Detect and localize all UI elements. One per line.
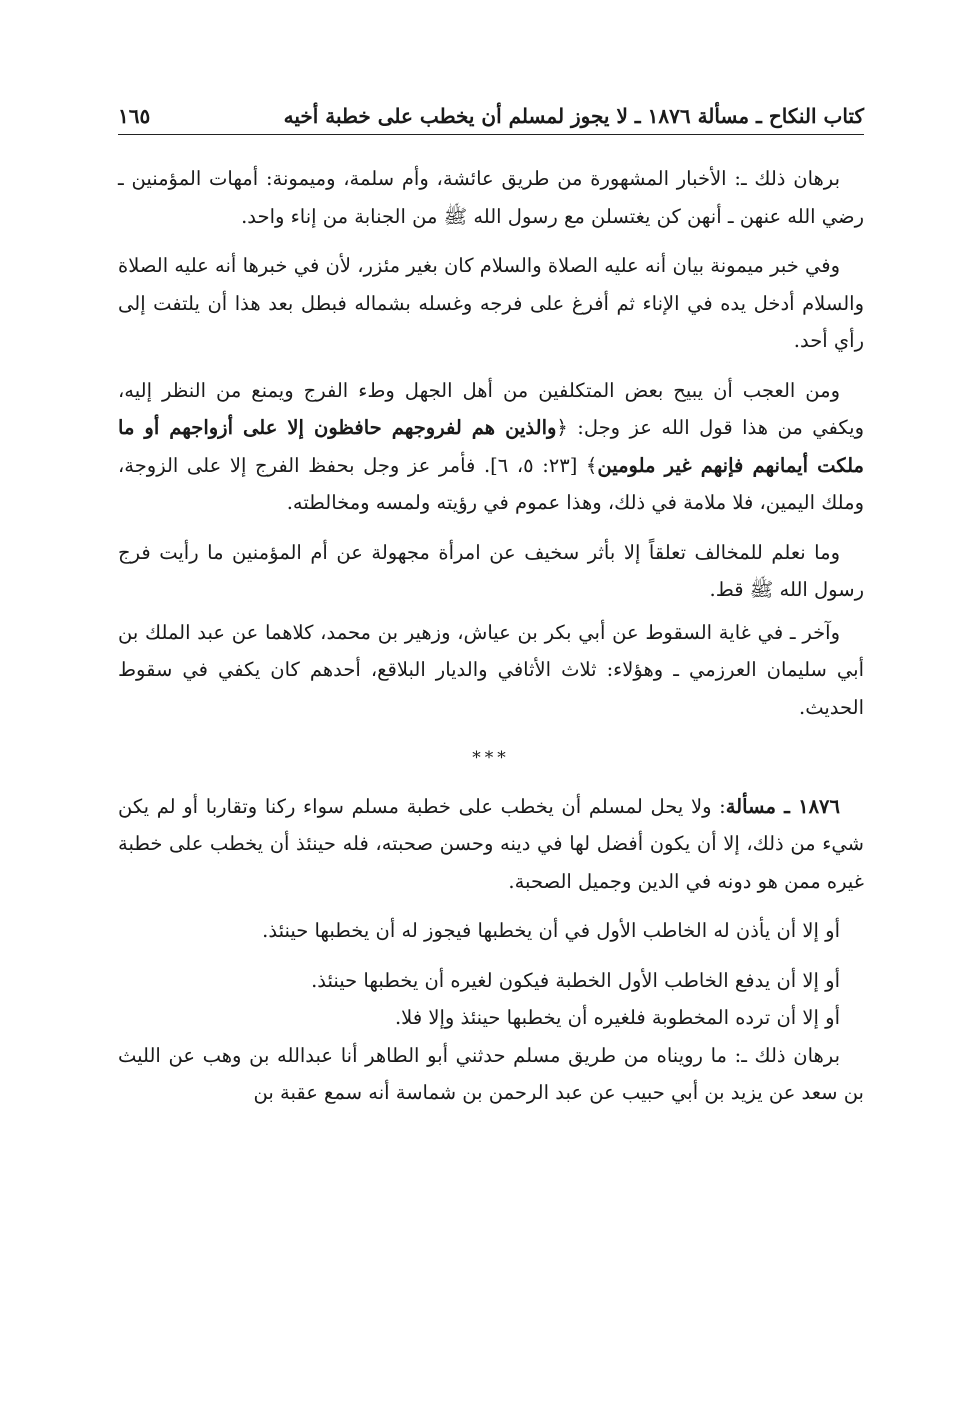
running-header [118, 84, 864, 128]
page-body [118, 160, 864, 1112]
issue-number: ١٨٧٦ ـ مسألة [725, 794, 840, 818]
paragraph-exception-permission: أو إلا أن يأذن له الخاطب الأول في أن يخطبها فيجوز له أن يخطبها حينئذ. [262, 919, 840, 942]
paragraph-proof: برهان ذلك ـ: الأخبار المشهورة من طريق عائشة، وأم سلمة، وميمونة: أمهات المؤمنين ـ رضي الله عنهن ـ أنهن كن يغتسلن مع رسول الله ﷺ من الجنابة من إناء واحد. [118, 167, 864, 228]
paragraph-proof-hadith: برهان ذلك ـ: ما رويناه من طريق مسلم حدثني أبو الطاهر أنا عبدالله بن وهب عن الليث بن سعد عن يزيد بن أبي حبيب عن عبد الرحمن بن شماسة أنه سمع عقبة بن [118, 1043, 864, 1104]
paragraph-issue [118, 788, 864, 901]
paragraph-text: ومن العجب أن يبيح بعض المتكلفين من أهل الجهل وطء الفرج ويمنع من النظر إليه، ويكفي من هذا قول الله عز وجل: ﴿ [118, 378, 864, 439]
paragraph-exception-rejection: أو إلا أن ترده المخطوبة فلغيره أن يخطبها حينئذ وإلا فلا. [394, 1006, 840, 1029]
paragraph-text: ﴾ [٢٣: ٥، ٦]. فأمر عز وجل بحفظ الفرج إلا على الزوجة، وملك اليمين، فلا ملامة في ذلك، وهذا عموم في رؤيته ولمسه ومخالطته. [118, 453, 864, 514]
section-separator: *** [472, 748, 510, 768]
page-number: ١٦٥ [118, 104, 151, 128]
header-title: كتاب النكاح ـ مسألة ١٨٧٦ ـ لا يجوز لمسلم أن يخطب على خطبة أخيه [283, 104, 864, 128]
paragraph-quran-citation [118, 372, 864, 522]
paragraph-maymuna: وفي خبر ميمونة بيان أنه عليه الصلاة والسلام كان بغير مئزر، لأن في خبرها أنه عليه الصلاة والسلام أدخل يده في الإناء ثم أفرغ على فرجه وغسله بشماله فبطل بعد هذا أن يلتفت إلى رأي أحد. [118, 254, 864, 352]
paragraph-other-report: وآخر ـ في غاية السقوط عن أبي بكر بن عياش، وزهير بن محمد، كلاهما عن عبد الملك بن أبي سليمان العرزمي ـ وهؤلاء: ثلاث الأثافي والديار البلاقع، أحدهم كان يكفي في سقوط الحديث. [118, 620, 864, 719]
paragraph-opponent: وما نعلم للمخالف تعلقاً إلا بأثر سخيف عن امرأة مجهولة عن أم المؤمنين ما رأيت فرج رسول الله ﷺ قط. [118, 540, 864, 601]
quran-verse: والذين هم لفروجهم حافظون إلا على أزواجهم أو ما ملكت أيمانهم فإنهم غير ملومين [118, 416, 864, 477]
header-rule [118, 134, 864, 135]
paragraph-text: : ولا يحل لمسلم أن يخطب على خطبة مسلم سواء ركنا وتقاربا أو لم يكن شيء من ذلك، إلا أن يكون أفضل لها في دينه وحسن صحبته، فله حينئذ أن يخطب على خطبة غيره ممن هو دونه في الدين وجميل الصحبة. [118, 794, 864, 893]
paragraph-exception-withdrawal: أو إلا أن يدفع الخاطب الأول الخطبة فيكون لغيره أن يخطبها حينئذ. [311, 968, 840, 992]
